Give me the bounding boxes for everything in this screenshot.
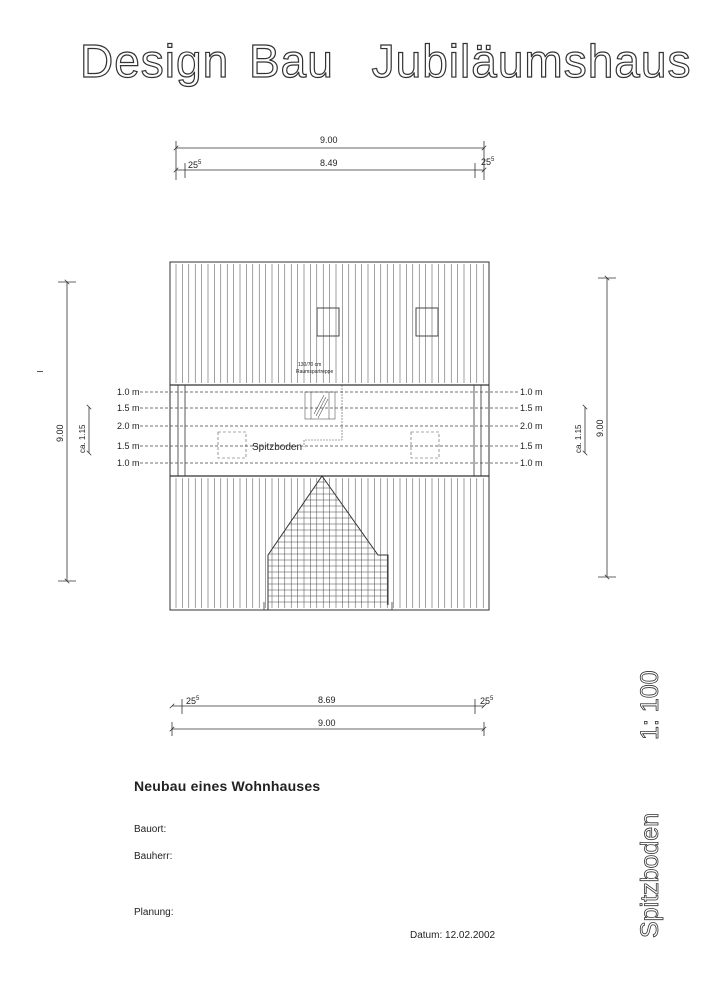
datum <box>410 930 495 941</box>
bauort-label: Bauort: <box>134 824 167 835</box>
planung-label: Planung: <box>134 907 174 918</box>
dim-right-partial: ca. 1.15 <box>574 424 583 453</box>
height-label-right: 2.0 m <box>520 421 543 431</box>
dim-bottom-right-overhang: $25^5$ <box>480 696 494 706</box>
title-design: Design <box>80 35 230 87</box>
height-label-right: 1.5 m <box>520 403 543 413</box>
dim-left-partial: ca. 1.15 <box>78 424 87 453</box>
height-label-left: 1.0 m <box>117 458 140 468</box>
datum-value: 12.02.2002 <box>445 930 496 941</box>
datum-label: Datum: <box>410 930 443 941</box>
room-label: Spitzboden <box>252 442 303 453</box>
height-label-left: 1.5 m <box>117 403 140 413</box>
bauherr-label: Bauherr: <box>134 851 173 862</box>
dim-top-total: 9.00 <box>320 135 338 145</box>
height-labels <box>117 387 543 468</box>
project-title: Neubau eines Wohnhauses <box>134 778 321 794</box>
dim-top-left-overhang: $25^5$ <box>188 160 202 170</box>
stair-type: Raumspartreppe <box>296 369 334 375</box>
dim-left-total: 9.00 <box>55 424 65 442</box>
height-label-left: 2.0 m <box>117 421 140 431</box>
height-lines <box>140 392 520 463</box>
dim-right-total: 9.00 <box>595 419 605 437</box>
stair-size: 130/70 cm <box>298 362 322 368</box>
view-label: Spitzboden <box>636 812 664 938</box>
dim-bottom-left-overhang: $25^5$ <box>186 696 200 706</box>
sheet-title-vertical <box>600 670 680 970</box>
height-label-left: 1.5 m <box>117 441 140 451</box>
roof-tile-lines <box>176 264 483 608</box>
dim-top-right-overhang: $25^5$ <box>481 157 495 167</box>
dim-top-inner: 8.49 <box>320 158 338 168</box>
title-jubilaeumshaus: Jubiläumshaus <box>371 35 692 87</box>
dormer-lines <box>268 482 388 602</box>
height-label-left: 1.0 m <box>117 387 140 397</box>
height-label-right: 1.0 m <box>520 458 543 468</box>
height-label-right: 1.5 m <box>520 441 543 451</box>
height-label-right: 1.0 m <box>520 387 543 397</box>
title-bau: Bau <box>248 35 334 87</box>
scale-label: 1: 100 <box>636 670 664 740</box>
dim-bottom-inner: 8.69 <box>318 695 336 705</box>
dim-bottom-total: 9.00 <box>318 718 336 728</box>
